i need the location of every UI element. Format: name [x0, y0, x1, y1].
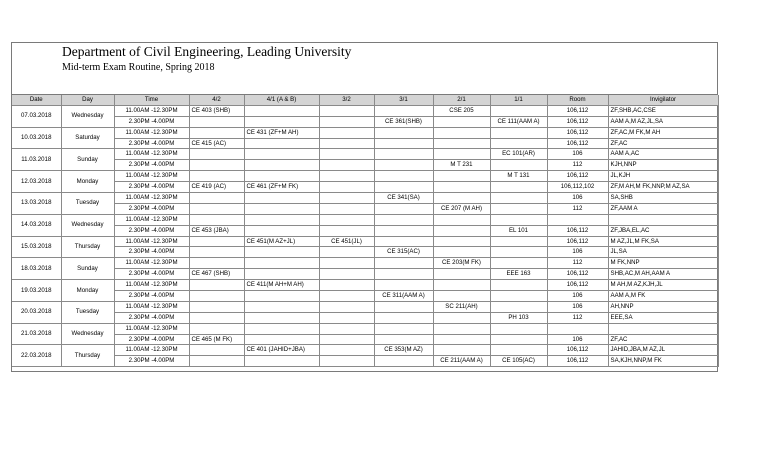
table-row	[12, 291, 718, 302]
invigilator-cell: M AZ,JL,M FK,SA	[608, 236, 718, 247]
course-3-1	[374, 356, 433, 367]
course-3-2	[319, 160, 374, 171]
course-4-2: CE 419 (AC)	[189, 182, 244, 193]
course-2-1	[433, 269, 490, 280]
date-cell: 14.03.2018	[12, 214, 61, 236]
time-cell: 2.30PM -4.00PM	[114, 334, 189, 345]
course-2-1	[433, 225, 490, 236]
course-3-2	[319, 258, 374, 269]
room-cell: 106,112	[547, 236, 608, 247]
course-2-1: SC 211(AH)	[433, 301, 490, 312]
course-2-1	[433, 171, 490, 182]
room-cell: 106,112	[547, 280, 608, 291]
course-1-1: EL 101	[490, 225, 547, 236]
course-1-1: CE 105(AC)	[490, 356, 547, 367]
course-3-1	[374, 203, 433, 214]
course-2-1	[433, 116, 490, 127]
course-3-1	[374, 225, 433, 236]
course-3-2	[319, 193, 374, 204]
course-4-1	[244, 356, 319, 367]
course-4-2	[189, 171, 244, 182]
course-4-1: CE 431 (ZF+M AH)	[244, 127, 319, 138]
course-3-1: CE 341(SA)	[374, 193, 433, 204]
day-cell: Monday	[61, 280, 114, 302]
course-3-2	[319, 301, 374, 312]
course-3-1	[374, 105, 433, 116]
course-1-1	[490, 301, 547, 312]
column-header: 4/2	[189, 95, 244, 105]
course-3-2	[319, 323, 374, 334]
day-cell: Sunday	[61, 258, 114, 280]
course-4-2	[189, 160, 244, 171]
course-4-2	[189, 280, 244, 291]
table-row	[12, 203, 718, 214]
date-cell: 13.03.2018	[12, 193, 61, 215]
time-cell: 2.30PM -4.00PM	[114, 291, 189, 302]
course-3-1	[374, 301, 433, 312]
course-4-2: CE 453 (JBA)	[189, 225, 244, 236]
course-3-1	[374, 138, 433, 149]
date-cell: 18.03.2018	[12, 258, 61, 280]
table-row	[12, 356, 718, 367]
date-cell: 15.03.2018	[12, 236, 61, 258]
invigilator-cell: ZF,M AH,M FK,NNP,M AZ,SA	[608, 182, 718, 193]
course-2-1: CE 203(M FK)	[433, 258, 490, 269]
time-cell: 2.30PM -4.00PM	[114, 225, 189, 236]
course-2-1	[433, 291, 490, 302]
course-2-1	[433, 138, 490, 149]
room-cell: 106,112	[547, 269, 608, 280]
course-1-1	[490, 345, 547, 356]
date-cell: 19.03.2018	[12, 280, 61, 302]
course-4-2	[189, 301, 244, 312]
course-2-1: CE 211(AAM A)	[433, 356, 490, 367]
course-4-2	[189, 149, 244, 160]
course-4-2	[189, 312, 244, 323]
course-2-1: CSE 205	[433, 105, 490, 116]
course-2-1	[433, 193, 490, 204]
course-2-1	[433, 323, 490, 334]
course-4-2	[189, 236, 244, 247]
course-3-2	[319, 214, 374, 225]
invigilator-cell: M AH,M AZ,KJH,JL	[608, 280, 718, 291]
course-3-2	[319, 116, 374, 127]
time-cell: 2.30PM -4.00PM	[114, 160, 189, 171]
course-4-2: CE 403 (SHB)	[189, 105, 244, 116]
course-3-2	[319, 138, 374, 149]
column-header: Day	[61, 95, 114, 105]
course-1-1	[490, 214, 547, 225]
course-3-1: CE 315(AC)	[374, 247, 433, 258]
day-cell: Monday	[61, 171, 114, 193]
time-cell: 11.00AM -12.30PM	[114, 258, 189, 269]
course-3-2	[319, 269, 374, 280]
course-1-1	[490, 193, 547, 204]
course-4-2	[189, 214, 244, 225]
room-cell: 106	[547, 301, 608, 312]
table-row	[12, 280, 718, 291]
time-cell: 11.00AM -12.30PM	[114, 323, 189, 334]
time-cell: 2.30PM -4.00PM	[114, 116, 189, 127]
room-cell: 112	[547, 258, 608, 269]
course-3-1	[374, 149, 433, 160]
day-cell: Thursday	[61, 345, 114, 367]
invigilator-cell: JL,KJH	[608, 171, 718, 182]
time-cell: 11.00AM -12.30PM	[114, 280, 189, 291]
invigilator-cell: EEE,SA	[608, 312, 718, 323]
room-cell: 112	[547, 160, 608, 171]
course-1-1	[490, 127, 547, 138]
course-4-1	[244, 138, 319, 149]
time-cell: 11.00AM -12.30PM	[114, 149, 189, 160]
course-4-2	[189, 193, 244, 204]
course-3-1: CE 311(AAM A)	[374, 291, 433, 302]
time-cell: 11.00AM -12.30PM	[114, 171, 189, 182]
time-cell: 2.30PM -4.00PM	[114, 247, 189, 258]
course-2-1: CE 207 (M AH)	[433, 203, 490, 214]
time-cell: 2.30PM -4.00PM	[114, 269, 189, 280]
table-row	[12, 334, 718, 345]
invigilator-cell: AAM A,M FK	[608, 291, 718, 302]
date-cell: 20.03.2018	[12, 301, 61, 323]
course-1-1	[490, 182, 547, 193]
date-cell: 10.03.2018	[12, 127, 61, 149]
course-1-1	[490, 236, 547, 247]
table-row	[12, 258, 718, 269]
day-cell: Wednesday	[61, 214, 114, 236]
course-4-2	[189, 345, 244, 356]
course-2-1	[433, 127, 490, 138]
course-3-2	[319, 280, 374, 291]
date-cell: 12.03.2018	[12, 171, 61, 193]
course-4-2: CE 415 (AC)	[189, 138, 244, 149]
course-4-1	[244, 258, 319, 269]
course-2-1	[433, 149, 490, 160]
course-4-2	[189, 356, 244, 367]
time-cell: 11.00AM -12.30PM	[114, 105, 189, 116]
course-3-1	[374, 160, 433, 171]
course-3-1	[374, 214, 433, 225]
course-4-2	[189, 203, 244, 214]
invigilator-cell: ZF,SHB,AC,CSE	[608, 105, 718, 116]
course-3-2	[319, 291, 374, 302]
course-4-2	[189, 116, 244, 127]
course-4-1	[244, 247, 319, 258]
course-4-1	[244, 269, 319, 280]
invigilator-cell: ZF,AAM A	[608, 203, 718, 214]
course-2-1	[433, 334, 490, 345]
day-cell: Tuesday	[61, 301, 114, 323]
date-cell: 07.03.2018	[12, 105, 61, 127]
table-row	[12, 247, 718, 258]
table-row	[12, 193, 718, 204]
course-4-1	[244, 312, 319, 323]
course-3-2	[319, 203, 374, 214]
room-cell	[547, 214, 608, 225]
routine-sheet	[11, 42, 718, 372]
table-header-row	[12, 95, 718, 105]
course-3-2	[319, 171, 374, 182]
room-cell: 106,112	[547, 225, 608, 236]
course-4-1	[244, 171, 319, 182]
invigilator-cell: SA,SHB	[608, 193, 718, 204]
course-2-1	[433, 214, 490, 225]
column-header: Time	[114, 95, 189, 105]
invigilator-cell: AAM A,AC	[608, 149, 718, 160]
course-3-1	[374, 171, 433, 182]
course-4-2	[189, 247, 244, 258]
table-row	[12, 116, 718, 127]
course-2-1: M T 231	[433, 160, 490, 171]
column-header: 3/2	[319, 95, 374, 105]
time-cell: 11.00AM -12.30PM	[114, 193, 189, 204]
course-4-1	[244, 225, 319, 236]
course-4-1	[244, 291, 319, 302]
day-cell: Thursday	[61, 236, 114, 258]
exam-routine-table	[12, 95, 719, 367]
room-cell: 112	[547, 203, 608, 214]
date-cell: 21.03.2018	[12, 323, 61, 345]
course-4-1	[244, 193, 319, 204]
column-header: Room	[547, 95, 608, 105]
course-1-1	[490, 138, 547, 149]
course-1-1: M T 131	[490, 171, 547, 182]
invigilator-cell	[608, 214, 718, 225]
room-cell: 106,112	[547, 116, 608, 127]
course-2-1	[433, 182, 490, 193]
day-cell: Sunday	[61, 149, 114, 171]
course-4-1	[244, 214, 319, 225]
room-cell: 106,112	[547, 356, 608, 367]
course-3-1: CE 361(SHB)	[374, 116, 433, 127]
room-cell: 106,112	[547, 138, 608, 149]
course-3-2	[319, 105, 374, 116]
time-cell: 2.30PM -4.00PM	[114, 203, 189, 214]
course-3-1	[374, 334, 433, 345]
course-1-1	[490, 291, 547, 302]
invigilator-cell: M FK,NNP	[608, 258, 718, 269]
table-row	[12, 149, 718, 160]
column-header: 1/1	[490, 95, 547, 105]
course-4-1: CE 451(M AZ+JL)	[244, 236, 319, 247]
course-1-1	[490, 280, 547, 291]
table-row	[12, 323, 718, 334]
course-3-1	[374, 323, 433, 334]
table-row	[12, 182, 718, 193]
course-1-1: EEE 163	[490, 269, 547, 280]
course-3-2	[319, 356, 374, 367]
course-2-1	[433, 345, 490, 356]
table-row	[12, 236, 718, 247]
course-4-1	[244, 116, 319, 127]
course-4-1	[244, 105, 319, 116]
column-header: 3/1	[374, 95, 433, 105]
course-1-1	[490, 323, 547, 334]
course-3-1	[374, 182, 433, 193]
time-cell: 2.30PM -4.00PM	[114, 312, 189, 323]
course-3-1	[374, 127, 433, 138]
course-3-2	[319, 225, 374, 236]
course-3-2	[319, 345, 374, 356]
table-row	[12, 312, 718, 323]
page-title: Department of Civil Engineering, Leading University	[62, 44, 352, 59]
table-row	[12, 138, 718, 149]
invigilator-cell: KJH,NNP	[608, 160, 718, 171]
course-1-1	[490, 203, 547, 214]
table-row	[12, 171, 718, 182]
course-3-2	[319, 312, 374, 323]
course-1-1	[490, 258, 547, 269]
course-4-1	[244, 301, 319, 312]
course-3-1	[374, 258, 433, 269]
time-cell: 2.30PM -4.00PM	[114, 182, 189, 193]
invigilator-cell: AH,NNP	[608, 301, 718, 312]
course-3-2: CE 451(JL)	[319, 236, 374, 247]
course-4-2	[189, 258, 244, 269]
course-4-1	[244, 160, 319, 171]
invigilator-cell: JAHID,JBA,M AZ,JL	[608, 345, 718, 356]
course-2-1	[433, 247, 490, 258]
time-cell: 11.00AM -12.30PM	[114, 214, 189, 225]
course-1-1	[490, 105, 547, 116]
course-2-1	[433, 280, 490, 291]
column-header: Date	[12, 95, 61, 105]
room-cell: 106	[547, 334, 608, 345]
room-cell: 106,112	[547, 105, 608, 116]
course-3-1	[374, 312, 433, 323]
table-row	[12, 160, 718, 171]
course-1-1	[490, 247, 547, 258]
invigilator-cell: AAM A,M AZ,JL,SA	[608, 116, 718, 127]
course-3-2	[319, 247, 374, 258]
course-4-1	[244, 323, 319, 334]
table-row	[12, 301, 718, 312]
room-cell: 106	[547, 193, 608, 204]
invigilator-cell: ZF,AC,M FK,M AH	[608, 127, 718, 138]
room-cell: 106,112	[547, 345, 608, 356]
page-subtitle: Mid-term Exam Routine, Spring 2018	[62, 62, 215, 73]
course-4-1	[244, 334, 319, 345]
room-cell: 112	[547, 312, 608, 323]
room-cell	[547, 323, 608, 334]
course-3-1	[374, 280, 433, 291]
time-cell: 11.00AM -12.30PM	[114, 236, 189, 247]
course-3-2	[319, 127, 374, 138]
course-4-2: CE 467 (SHB)	[189, 269, 244, 280]
course-1-1: EC 101(AR)	[490, 149, 547, 160]
sheet-header	[12, 43, 717, 95]
course-4-2	[189, 323, 244, 334]
course-3-1	[374, 269, 433, 280]
room-cell: 106,112	[547, 127, 608, 138]
day-cell: Tuesday	[61, 193, 114, 215]
invigilator-cell	[608, 323, 718, 334]
course-4-1	[244, 203, 319, 214]
course-3-2	[319, 149, 374, 160]
time-cell: 11.00AM -12.30PM	[114, 301, 189, 312]
room-cell: 106	[547, 247, 608, 258]
column-header: 4/1 (A & B)	[244, 95, 319, 105]
table-row	[12, 105, 718, 116]
room-cell: 106	[547, 291, 608, 302]
invigilator-cell: ZF,AC	[608, 138, 718, 149]
course-4-1: CE 401 (JAHID+JBA)	[244, 345, 319, 356]
table-row	[12, 225, 718, 236]
invigilator-cell: SHB,AC,M AH,AAM A	[608, 269, 718, 280]
time-cell: 2.30PM -4.00PM	[114, 356, 189, 367]
column-header: Invigilator	[608, 95, 718, 105]
invigilator-cell: JL,SA	[608, 247, 718, 258]
day-cell: Wednesday	[61, 105, 114, 127]
room-cell: 106,112,102	[547, 182, 608, 193]
day-cell: Wednesday	[61, 323, 114, 345]
invigilator-cell: ZF,AC	[608, 334, 718, 345]
course-4-2: CE 465 (M FK)	[189, 334, 244, 345]
date-cell: 11.03.2018	[12, 149, 61, 171]
time-cell: 2.30PM -4.00PM	[114, 138, 189, 149]
invigilator-cell: ZF,JBA,EL,AC	[608, 225, 718, 236]
course-1-1: CE 111(AAM A)	[490, 116, 547, 127]
date-cell: 22.03.2018	[12, 345, 61, 367]
course-1-1	[490, 160, 547, 171]
time-cell: 11.00AM -12.30PM	[114, 127, 189, 138]
table-row	[12, 345, 718, 356]
course-4-1: CE 461 (ZF+M FK)	[244, 182, 319, 193]
course-3-2	[319, 334, 374, 345]
time-cell: 11.00AM -12.30PM	[114, 345, 189, 356]
course-1-1	[490, 334, 547, 345]
course-2-1	[433, 312, 490, 323]
room-cell: 106,112	[547, 171, 608, 182]
course-4-1: CE 411(M AH+M AH)	[244, 280, 319, 291]
course-4-2	[189, 127, 244, 138]
table-row	[12, 214, 718, 225]
course-2-1	[433, 236, 490, 247]
course-4-2	[189, 291, 244, 302]
table-row	[12, 269, 718, 280]
course-3-1: CE 353(M AZ)	[374, 345, 433, 356]
course-4-1	[244, 149, 319, 160]
course-3-2	[319, 182, 374, 193]
course-1-1: PH 103	[490, 312, 547, 323]
course-3-1	[374, 236, 433, 247]
room-cell: 106	[547, 149, 608, 160]
invigilator-cell: SA,KJH,NNP,M FK	[608, 356, 718, 367]
column-header: 2/1	[433, 95, 490, 105]
day-cell: Saturday	[61, 127, 114, 149]
table-row	[12, 127, 718, 138]
